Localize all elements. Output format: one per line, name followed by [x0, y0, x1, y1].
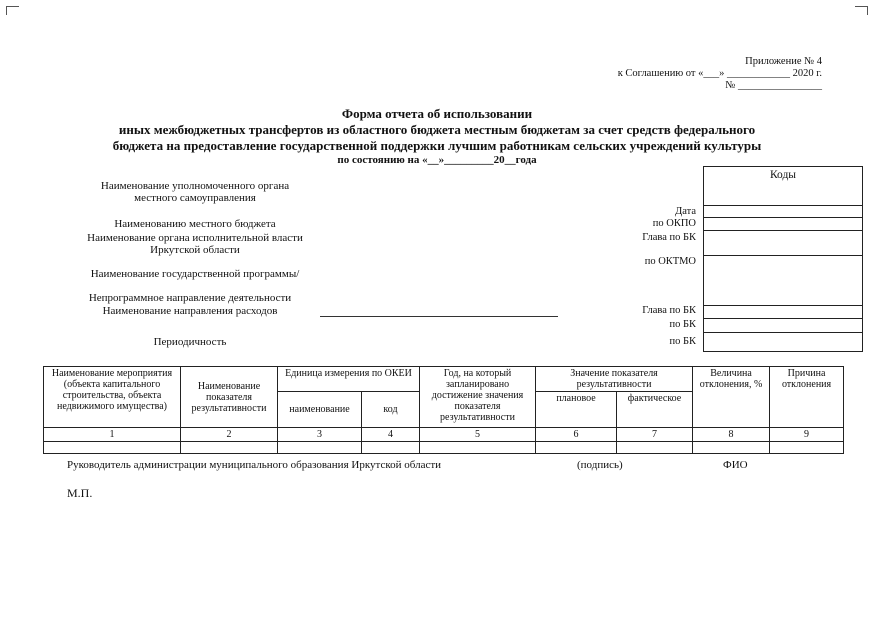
expense-direction-label: Наименование направления расходов — [102, 305, 278, 317]
col-number: 4 — [362, 428, 420, 442]
head-signature-label: Руководитель администрации муниципального образования Иркутской области — [67, 459, 442, 471]
col-number: 1 — [44, 428, 181, 442]
col-number: 5 — [420, 428, 536, 442]
fio-label: ФИО — [723, 459, 748, 471]
col-number: 7 — [617, 428, 693, 442]
codes-row-line — [704, 305, 862, 306]
table-cell — [44, 442, 181, 454]
glava-bk-label-2: Глава по БК — [642, 305, 696, 316]
agreement-line: к Соглашению от «___» ____________ 2020 г. — [617, 68, 822, 79]
col-header-unit-code: код — [362, 392, 420, 428]
report-date-line: по состоянию на «__»_________20__года — [337, 154, 537, 166]
nonprogram-label: Непрограммное направление деятельности — [88, 292, 292, 304]
col-header-reason: Причина отклонения — [770, 367, 844, 428]
col-header-indicator: Наименование показателя результативности — [181, 367, 278, 428]
local-budget-label: Наименованию местного бюджета — [114, 218, 276, 230]
codes-row-line — [704, 217, 862, 218]
form-title: Форма отчета об использовании — [341, 106, 533, 121]
codes-box — [703, 166, 863, 352]
col-number: 8 — [693, 428, 770, 442]
codes-row-line — [704, 230, 862, 231]
crop-mark-right — [855, 6, 868, 15]
table-cell — [278, 442, 362, 454]
po-bk-label-1: по БК — [669, 319, 696, 330]
codes-row-line — [704, 332, 862, 333]
annex-label: Приложение № 4 — [745, 56, 822, 67]
col-number: 6 — [536, 428, 617, 442]
agreement-number: № ________________ — [725, 80, 822, 91]
form-title-line3: бюджета на предоставление государственной поддержки лучшим работникам сельских учреждений культуры — [112, 138, 762, 153]
form-title-line2: иных межбюджетных трансфертов из областного бюджета местным бюджетам за счет средств федерального — [118, 122, 756, 137]
state-program-label: Наименование государственной программы/ — [90, 268, 300, 280]
table-cell — [617, 442, 693, 454]
expense-direction-underline — [320, 316, 558, 317]
codes-header: Коды — [769, 169, 797, 181]
okpo-label: по ОКПО — [652, 218, 696, 229]
po-bk-label-2: по БК — [669, 336, 696, 347]
col-header-year: Год, на который запланировано достижение значения показателя результативности — [420, 367, 536, 428]
codes-row-line — [704, 255, 862, 256]
col-header-unit-group: Единица измерения по ОКЕИ — [278, 367, 420, 392]
col-header-deviation: Величина отклонения, % — [693, 367, 770, 428]
periodicity-label: Периодичность — [153, 336, 227, 348]
table-cell — [770, 442, 844, 454]
report-table — [43, 366, 844, 454]
stamp-label: М.П. — [67, 486, 93, 500]
col-header-value-group: Значение показателя результативности — [536, 367, 693, 392]
executive-body-label: Наименование органа исполнительной власти Иркутской области — [87, 232, 303, 256]
col-number: 9 — [770, 428, 844, 442]
table-cell — [693, 442, 770, 454]
glava-bk-label-1: Глава по БК — [642, 232, 696, 243]
codes-row-line — [704, 205, 862, 206]
col-header-unit-name: наименование — [278, 392, 362, 428]
col-number: 3 — [278, 428, 362, 442]
crop-mark-left — [6, 6, 19, 15]
col-header-event: Наименование мероприятия (объекта капитального строительства, объекта недвижимого имущества) — [44, 367, 181, 428]
oktmo-label: по ОКТМО — [644, 256, 696, 267]
table-cell — [181, 442, 278, 454]
date-label: Дата — [675, 206, 696, 217]
col-header-actual: фактическое — [617, 392, 693, 428]
table-cell — [536, 442, 617, 454]
signature-label: (подпись) — [577, 459, 623, 471]
authorized-body-label: Наименование уполномоченного органа местного самоуправления — [100, 180, 290, 204]
table-cell — [420, 442, 536, 454]
col-header-planned: плановое — [536, 392, 617, 428]
col-number: 2 — [181, 428, 278, 442]
codes-row-line — [704, 318, 862, 319]
table-cell — [362, 442, 420, 454]
